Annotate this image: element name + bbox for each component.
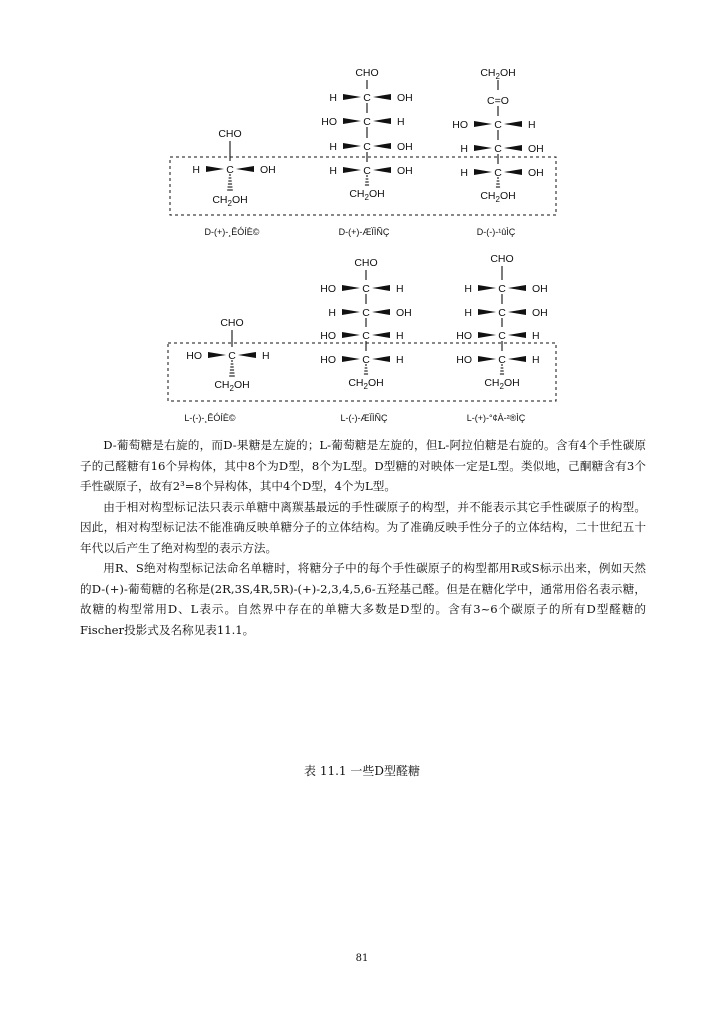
l-glucose-row-1-left-label: H: [328, 307, 336, 319]
l-arabinose-row-2-left-label: HO: [456, 330, 472, 342]
d-glucose-row-2-left-wedge: [343, 143, 361, 149]
d-fructose-row-2-right-label: OH: [528, 167, 544, 179]
fischer-projection-svg: [0, 0, 724, 440]
l-glucose-row-3-right-label: H: [396, 354, 404, 366]
d-glucose-row-1-right-wedge: [373, 118, 391, 124]
l-glucose-row-2-right-label: H: [396, 330, 404, 342]
d-fructose-row-2-right-wedge: [504, 169, 522, 175]
d-glucose-row-2-right-label: OH: [397, 141, 413, 153]
l-glucose-row-0-center-carbon: C: [362, 283, 370, 295]
l-arabinose-row-1-left-wedge: [478, 309, 496, 315]
d-fructose-row-1-right-label: OH: [528, 143, 544, 155]
body-text: [80, 435, 646, 640]
d-fructose-row-0-left-wedge: [474, 121, 492, 127]
d-glucose-row-3-right-wedge: [373, 167, 391, 173]
l-arabinose-row-2-right-label: H: [532, 330, 540, 342]
d-glyceraldehyde-row-0-left-label: H: [192, 164, 200, 176]
l-glucose-row-3-right-wedge: [372, 356, 390, 362]
d-fructose-row-2-left-label: H: [460, 167, 468, 179]
l-glucose-row-1-left-wedge: [342, 309, 360, 315]
d-fructose-row-0-left-label: HO: [452, 119, 468, 131]
d-fructose-row-1-left-label: H: [460, 143, 468, 155]
d-glucose-row-3-right-label: OH: [397, 165, 413, 177]
l-arabinose-row-2-left-wedge: [478, 332, 496, 338]
d-glucose-bottom-group: $CH_2OH$: [349, 188, 385, 202]
l-glucose-row-3-left-label: HO: [320, 354, 336, 366]
l-arabinose-row-3-left-wedge: [478, 356, 496, 362]
l-arabinose-top-group: CHO: [490, 253, 514, 265]
l-glyceraldehyde-row-0-right-wedge: [238, 352, 256, 358]
l-glyceraldehyde-top-group: CHO: [220, 317, 244, 329]
l-arabinose-caption: L-(+)-°¢À-²®ÌÇ: [466, 413, 526, 423]
l-arabinose-row-0-right-label: OH: [532, 283, 548, 295]
d-fructose-row-0-right-wedge: [504, 121, 522, 127]
d-glucose-row-3-left-label: H: [329, 165, 337, 177]
l-glucose-caption: L-(-)-ÆÏÌÑÇ: [340, 413, 388, 423]
l-arabinose-row-0-center-carbon: C: [498, 283, 506, 295]
d-fructose-carbonyl: C=O: [487, 95, 509, 107]
l-series-dashed-box: [168, 343, 556, 401]
d-glyceraldehyde-row-0-right-label: OH: [260, 164, 276, 176]
l-glucose-bottom-group: $CH_2OH$: [348, 377, 384, 391]
l-glucose-row-2-left-label: HO: [320, 330, 336, 342]
d-glucose-top-group: CHO: [355, 67, 379, 79]
d-glucose-row-1-right-label: H: [397, 116, 405, 128]
l-arabinose-row-3-right-label: H: [532, 354, 540, 366]
l-glyceraldehyde-caption: L-(-)-¸ÊÓÍÈ©: [184, 413, 236, 423]
l-arabinose-bottom-group: $CH_2OH$: [484, 377, 520, 391]
l-arabinose-row-0-left-wedge: [478, 285, 496, 291]
l-arabinose-row-3-right-wedge: [508, 356, 526, 362]
d-glucose-row-3-center-carbon: C: [363, 165, 371, 177]
l-glucose-row-1-right-wedge: [372, 309, 390, 315]
d-glyceraldehyde-top-group: CHO: [218, 128, 242, 140]
d-glucose-row-0-right-wedge: [373, 94, 391, 100]
d-glyceraldehyde-bottom-group: $CH_2OH$: [212, 194, 248, 208]
l-arabinose-row-1-right-wedge: [508, 309, 526, 315]
l-glucose-row-3-center-carbon: C: [362, 354, 370, 366]
d-fructose-row-1-right-wedge: [504, 145, 522, 151]
d-glucose-row-1-center-carbon: C: [363, 116, 371, 128]
l-glyceraldehyde-bottom-group: $CH_2OH$: [214, 379, 250, 393]
d-glucose-row-2-right-wedge: [373, 143, 391, 149]
d-glyceraldehyde-row-0-right-wedge: [236, 166, 254, 172]
l-arabinose-row-2-right-wedge: [508, 332, 526, 338]
d-glucose-row-2-left-label: H: [329, 141, 337, 153]
paragraph-3: 用R、S绝对构型标记法命名单糖时，将糖分子中的每个手性碳原子的构型都用R或S标示出来，例如天然的D-(+)-葡萄糖的名称是(2R,3S,4R,5R)-(+)-2,3,4,5,6-五羟基己醛。但是在糖化学中，通常用俗名表示糖，故糖的构型常用D、L表示。自然界中存在的单糖大多数是D型的。含有3~6个碳原子的所有D型醛糖的Fischer投影式及名称见表11.1。: [80, 561, 646, 637]
d-fructose-row-1-left-wedge: [474, 145, 492, 151]
d-fructose-row-0-center-carbon: C: [494, 119, 502, 131]
l-glucose-row-0-left-wedge: [342, 285, 360, 291]
l-arabinose-row-1-left-label: H: [464, 307, 472, 319]
d-fructose-top-group: $CH_2OH$: [480, 67, 516, 81]
d-glucose-row-3-left-wedge: [343, 167, 361, 173]
d-glyceraldehyde-row-0-center-carbon: C: [226, 164, 234, 176]
paragraph-1: D-葡萄糖是右旋的，而D-果糖是左旋的；L-葡萄糖是左旋的，但L-阿拉伯糖是右旋的。含有4个手性碳原子的己醛糖有16个异构体，其中8个为D型，8个为L型。D型糖的对映体一定是L型。类似地，己酮糖含有3个手性碳原子，故有2³=8个异构体，其中4个D型，4个为L型。: [80, 438, 646, 493]
l-arabinose-row-1-center-carbon: C: [498, 307, 506, 319]
d-fructose-row-2-left-wedge: [474, 169, 492, 175]
l-glucose-row-2-center-carbon: C: [362, 330, 370, 342]
d-glucose-row-0-left-label: H: [329, 92, 337, 104]
l-glucose-row-0-left-label: HO: [320, 283, 336, 295]
l-glyceraldehyde-row-0-right-label: H: [262, 350, 270, 362]
d-fructose-row-1-center-carbon: C: [494, 143, 502, 155]
paragraph-2: 由于相对构型标记法只表示单糖中离羰基最远的手性碳原子的构型，并不能表示其它手性碳原子的构型。因此，相对构型标记法不能准确反映单糖分子的立体结构。为了准确反映手性分子的立体结构，二十世纪五十年代以后产生了绝对构型的表示方法。: [80, 499, 646, 555]
l-glyceraldehyde-row-0-left-wedge: [208, 352, 226, 358]
d-glucose-row-2-center-carbon: C: [363, 141, 371, 153]
d-fructose-row-0-right-label: H: [528, 119, 536, 131]
l-arabinose-row-0-left-label: H: [464, 283, 472, 295]
d-glyceraldehyde-caption: D-(+)-¸ÊÓÍÈ©: [204, 227, 260, 237]
d-glucose-row-0-center-carbon: C: [363, 92, 371, 104]
page-number: 81: [355, 953, 369, 964]
l-arabinose-row-1-right-label: OH: [532, 307, 548, 319]
d-fructose-caption: D-(-)-¹ûÌÇ: [476, 227, 516, 237]
d-glucose-row-1-left-wedge: [343, 118, 361, 124]
d-glucose-caption: D-(+)-ÆÏÌÑÇ: [338, 227, 390, 237]
d-glucose-row-0-right-label: OH: [397, 92, 413, 104]
l-glucose-row-3-left-wedge: [342, 356, 360, 362]
d-glucose-row-0-left-wedge: [343, 94, 361, 100]
fischer-projection-figure: [0, 0, 724, 440]
l-glucose-row-1-center-carbon: C: [362, 307, 370, 319]
l-glyceraldehyde-row-0-center-carbon: C: [228, 350, 236, 362]
l-arabinose-row-0-right-wedge: [508, 285, 526, 291]
l-arabinose-row-3-center-carbon: C: [498, 354, 506, 366]
l-glucose-row-0-right-label: H: [396, 283, 404, 295]
d-fructose-bottom-group: $CH_2OH$: [480, 190, 516, 204]
l-glucose-row-2-right-wedge: [372, 332, 390, 338]
l-glucose-row-1-right-label: OH: [396, 307, 412, 319]
d-fructose-row-2-center-carbon: C: [494, 167, 502, 179]
l-arabinose-row-3-left-label: HO: [456, 354, 472, 366]
d-glyceraldehyde-row-0-left-wedge: [206, 166, 224, 172]
l-glucose-top-group: CHO: [354, 257, 378, 269]
table-caption: 表 11.1 一些D型醛糖: [304, 764, 420, 778]
d-glucose-row-1-left-label: HO: [321, 116, 337, 128]
l-glucose-row-2-left-wedge: [342, 332, 360, 338]
l-arabinose-row-2-center-carbon: C: [498, 330, 506, 342]
l-glyceraldehyde-row-0-left-label: HO: [186, 350, 202, 362]
l-glucose-row-0-right-wedge: [372, 285, 390, 291]
